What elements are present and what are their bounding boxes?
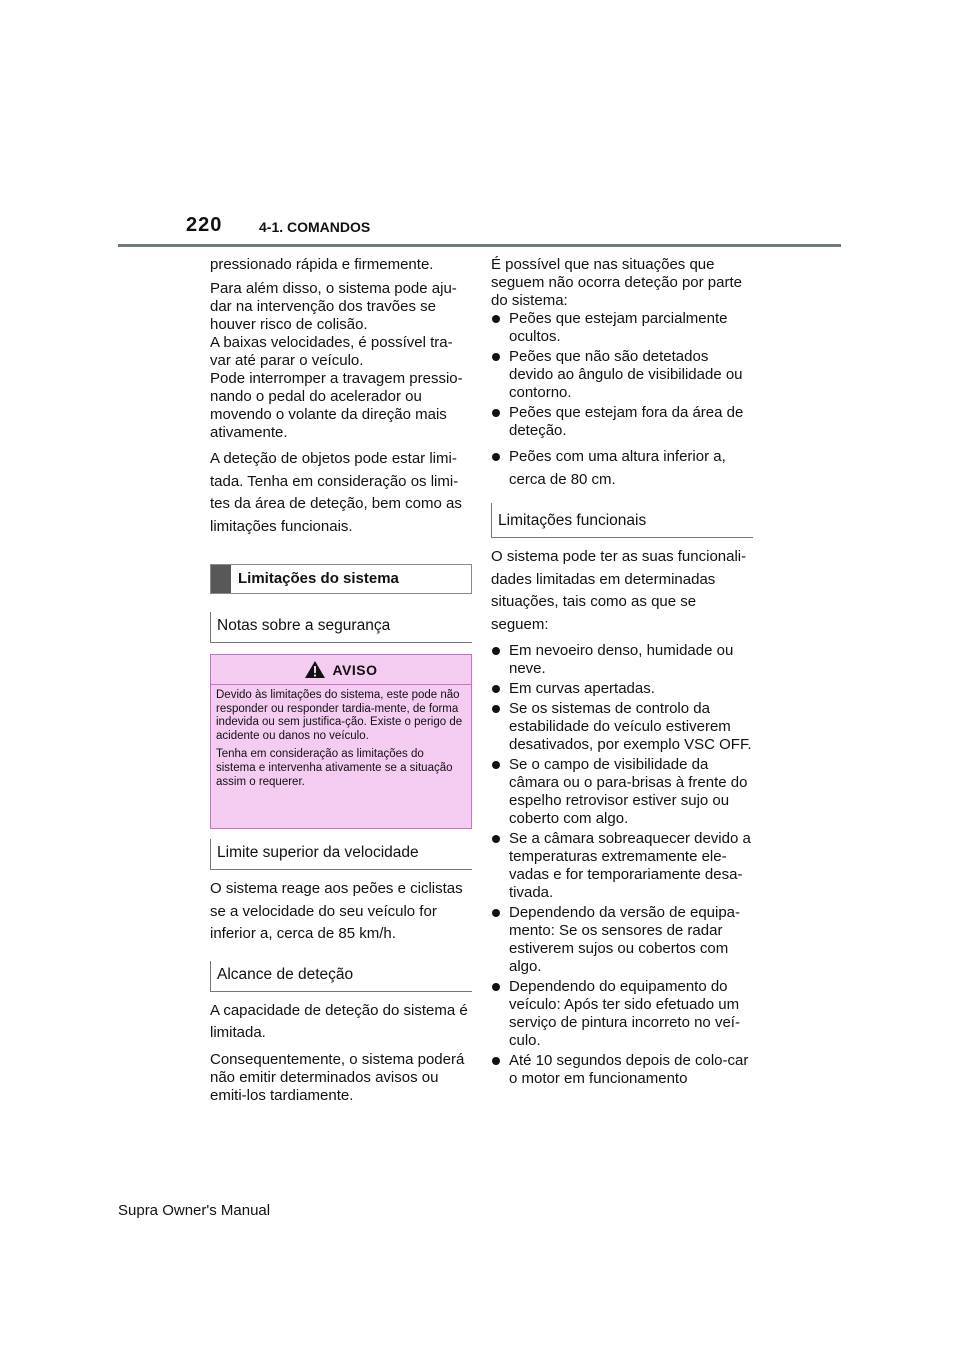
paragraph: É possível que nas situações que seguem não ocorra deteção por parte do sistema: xyxy=(491,256,742,309)
warning-body xyxy=(211,685,471,789)
list-item: Em nevoeiro denso, humidade ou neve. xyxy=(491,642,753,678)
section-heading-limitations xyxy=(210,564,472,594)
paragraph: O sistema pode ter as suas funcionali-dades limitadas em determinadas situações, tais como as que se seguem: xyxy=(491,548,747,633)
list-item: Se os sistemas de controlo da estabilidade do veículo estiverem desativados, por exemplo VSC OFF. xyxy=(491,700,753,754)
warning-paragraph: Tenha em consideração as limitações do sistema e intervenha ativamente se a situação assim o requerer. xyxy=(216,748,453,788)
paragraph xyxy=(210,280,472,442)
subheading-functional-limitations xyxy=(491,503,753,538)
right-column xyxy=(491,256,753,1090)
paragraph: Consequentemente, o sistema poderá não emitir determinados avisos ou emiti-los tardiamente. xyxy=(210,1050,465,1104)
subheading-label: Limitações funcionais xyxy=(498,512,647,529)
warning-box xyxy=(210,654,472,829)
list-item: Peões que estejam fora da área de deteção. xyxy=(491,404,753,440)
list-item: Dependendo do equipamento do veículo: Após ter sido efetuado um serviço de pintura incorreto no veí-culo. xyxy=(491,978,753,1050)
list-item: Dependendo da versão de equipa-mento: Se os sensores de radar estiverem sujos ou cobertos com algo. xyxy=(491,904,753,976)
paragraph: A deteção de objetos pode estar limi-tada. Tenha em consideração os limi-tes da área de deteção, bem como as limitações funcionais. xyxy=(210,450,462,535)
section-title: 4-1. COMANDOS xyxy=(259,219,371,235)
section-heading-label: Limitações do sistema xyxy=(238,570,399,587)
list-item: Se a câmara sobreaquecer devido a temperaturas extremamente ele-vadas e for temporariamente desa-tivada. xyxy=(491,830,753,902)
subheading-detection-range xyxy=(210,961,472,992)
list-item: Se o campo de visibilidade da câmara ou o para-brisas à frente do espelho retrovisor estiver sujo ou coberto com algo. xyxy=(491,756,753,828)
header-rule xyxy=(118,244,841,247)
paragraph-sentence: Pode interromper a travagem pressio-nando o pedal do acelerador ou movendo o volante da direção mais ativamente. xyxy=(210,370,463,441)
heading-bar xyxy=(211,565,231,593)
list-item: Peões com uma altura inferior a, cerca de 80 cm. xyxy=(491,446,753,491)
warning-paragraph: Devido às limitações do sistema, este pode não responder ou responder tardia-mente, de forma indevida ou sem justifica-ção. Existe o perigo de acidente ou danos no veículo. xyxy=(216,689,463,742)
paragraph: O sistema reage aos peões e ciclistas se a velocidade do seu veículo for inferior a, cerca de 85 km/h. xyxy=(210,880,463,942)
subheading-safety xyxy=(210,612,472,643)
subheading-label: Notas sobre a segurança xyxy=(217,617,391,634)
detection-exceptions-list xyxy=(491,310,753,491)
paragraph: A capacidade de deteção do sistema é limitada. xyxy=(210,1001,468,1041)
paragraph: pressionado rápida e firmemente. xyxy=(210,256,434,273)
functional-limitations-list xyxy=(491,642,753,1088)
list-item: Peões que estejam parcialmente ocultos. xyxy=(491,310,753,346)
subheading-speed-limit xyxy=(210,839,472,870)
footer-manual-title: Supra Owner's Manual xyxy=(118,1202,271,1219)
paragraph-sentence: A baixas velocidades, é possível tra-var até parar o veículo. xyxy=(210,334,453,369)
list-item: Até 10 segundos depois de colo-car o motor em funcionamento xyxy=(491,1052,753,1088)
list-item: Em curvas apertadas. xyxy=(491,680,753,698)
subheading-label: Limite superior da velocidade xyxy=(217,844,419,861)
left-column xyxy=(210,256,472,1111)
warning-title: AVISO xyxy=(332,661,378,678)
warning-triangle-icon xyxy=(304,660,326,679)
subheading-label: Alcance de deteção xyxy=(217,965,354,983)
page-number: 220 xyxy=(186,214,223,236)
warning-header xyxy=(211,655,471,685)
paragraph-sentence: Para além disso, o sistema pode aju-dar na intervenção dos travões se houver risco de colisão. xyxy=(210,280,457,333)
list-item: Peões que não são detetados devido ao ângulo de visibilidade ou contorno. xyxy=(491,348,753,402)
